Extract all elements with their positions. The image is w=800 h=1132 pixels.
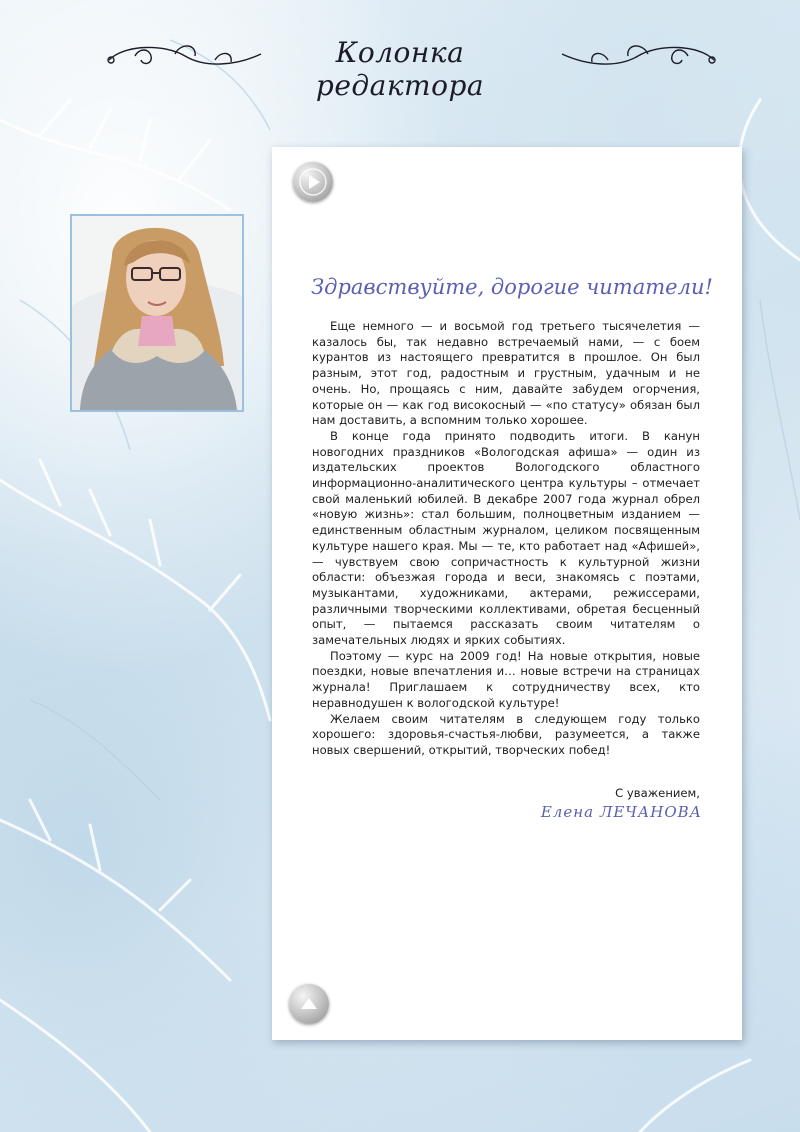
up-arrow-icon xyxy=(289,984,329,1024)
letter-body xyxy=(312,319,700,759)
letter-paragraph: Желаем своим читателям в следующем году только хорошего: здоровья-счастья-любви, разумеется, а также новых свершений, открытий, творческих побед! xyxy=(312,711,700,757)
letter-closing: С уважением, xyxy=(615,786,700,800)
editor-letter-card xyxy=(272,147,742,1040)
editor-photo xyxy=(70,214,244,412)
letter-greeting: Здравствуйте, дорогие читатели! xyxy=(311,275,713,299)
editor-portrait-illustration xyxy=(72,216,242,410)
scroll-up-button[interactable] xyxy=(289,984,329,1024)
next-page-button[interactable] xyxy=(293,162,333,202)
page-header xyxy=(0,28,800,102)
letter-paragraph: Поэтому — курс на 2009 год! На новые открытия, новые поездки, новые впечатления и… новые встречи на страницах журнала! Приглашаем к сотрудничеству всех, кто неравнодушен к вологодской культуре! xyxy=(312,648,700,710)
editor-signature: Елена ЛЕЧАНОВА xyxy=(540,803,702,821)
letter-paragraph: В конце года принято подводить итоги. В канун новогодних праздников «Вологодская афиша» — один из издательских проектов Вологодского областного информационно-аналитического центра культуры – отмечает свой маленький юбилей. В декабре 2007 года журнал обрел «новую жизнь»: стал большим, полноцветным изданием — единственным областным журналом, целиком посвященным культуре нашего края. Мы — те, кто работает над «Афишей», — чувствуем свою сопричастность к культурной жизни области: объезжая города и веси, знакомясь с поэтами, музыкантами, художниками, актерами, режиссерами, различными творческими коллективами, обретая бесценный опыт, — пытаемся рассказать своим читателям о замечательных людях и ярких событиях. xyxy=(312,428,700,648)
letter-paragraph: Еще немного — и восьмой год третьего тысячелетия — казалось бы, так недавно встречаемый нами, — с боем курантов из настоящего превратится в прошлое. Он был разным, этот год, радостным и грустным, удачным и не очень. Но, прощаясь с ним, давайте забудем огорчения, которые он — как год високосный — «по статусу» обязан был нам доставить, а вспомним только хорошее. xyxy=(312,319,700,428)
section-title: Колонка редактора xyxy=(315,36,485,102)
left-flourish-ornament xyxy=(105,38,265,74)
play-arrow-icon xyxy=(293,162,333,202)
right-flourish-ornament xyxy=(558,38,718,74)
